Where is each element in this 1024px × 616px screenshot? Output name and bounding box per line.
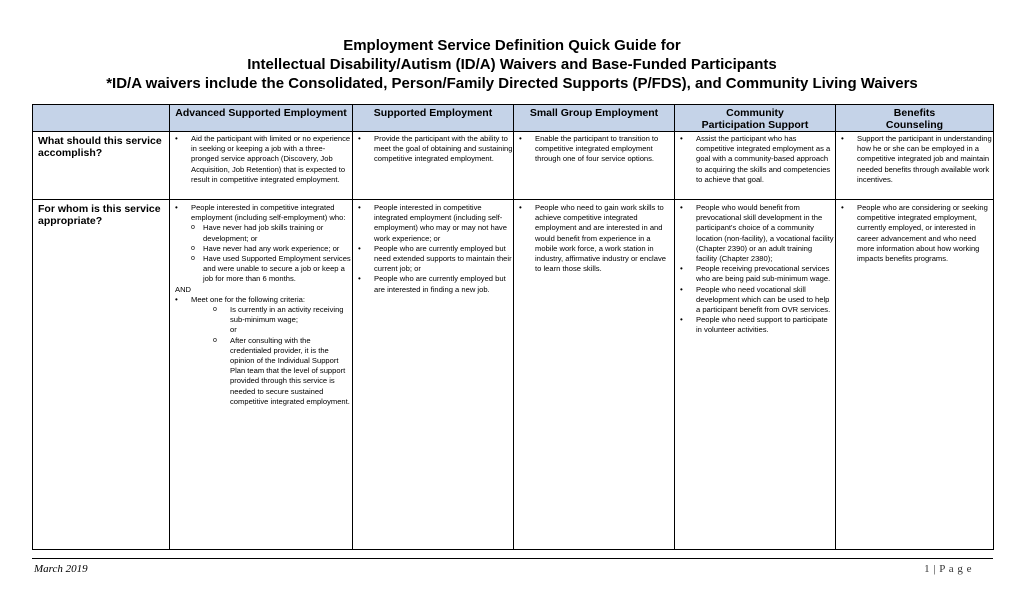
header-small-group-employment: Small Group Employment bbox=[514, 105, 675, 132]
list-item: • Assist the participant who has competitive integrated employment as a goal with a community-based approach to acquiring the skills and competencies to achieve that goal. bbox=[675, 134, 835, 185]
page-number: 1 | P a g e bbox=[924, 563, 972, 575]
sub-list-item: o After consulting with the credentialed provider, it is the opinion of the Individual Support Plan team that the level of support provided through this service is needed to secure sustained competitive integrated employment. bbox=[170, 336, 352, 407]
cell-se-appropriate bbox=[353, 200, 514, 550]
list-item: • People who are considering or seeking competitive integrated employment, currently employed, or interested in career advancement and who need more information about how working impacts benefits programs. bbox=[836, 203, 993, 264]
title-line-1: Employment Service Definition Quick Guide for bbox=[343, 37, 681, 54]
row-label-appropriate: For whom is this service appropriate? bbox=[33, 200, 170, 550]
cell-cps-appropriate bbox=[675, 200, 836, 550]
table-row-accomplish bbox=[33, 132, 994, 200]
list-item: • People who are currently employed but need extended supports to maintain their current job; or bbox=[353, 244, 513, 275]
list-item: • People interested in competitive integrated employment (including self-employment) who may or may not have work experience; or bbox=[353, 203, 513, 244]
list-item: • People interested in competitive integrated employment (including self-employment) who: bbox=[170, 203, 352, 223]
list-item: • People who need to gain work skills to achieve competitive integrated employment and are interested in and would benefit from experience in a mobile work force, a work station in industry, affirmative industry or enclave to learn those skills. bbox=[514, 203, 674, 274]
title-line-2: Intellectual Disability/Autism (ID/A) Waivers and Base-Funded Participants bbox=[247, 56, 777, 73]
list-item: • People who need vocational skill development which can be used to help a participant benefit from OVR services. bbox=[675, 285, 835, 316]
list-item: • Support the participant in understanding how he or she can be employed in a competitive integrated job and maintain needed benefits through available work incentives. bbox=[836, 134, 993, 185]
cell-bc-accomplish bbox=[836, 132, 994, 200]
list-item: • Enable the participant to transition to competitive integrated employment through one of four service options. bbox=[514, 134, 674, 165]
document-title bbox=[0, 36, 1024, 93]
sub-list-item: o Is currently in an activity receiving sub-minimum wage; bbox=[170, 305, 352, 325]
cell-ase-appropriate bbox=[170, 200, 353, 550]
sub-list-item: o Have used Supported Employment services and were unable to secure a job or keep a job for more than 6 months. bbox=[170, 254, 352, 285]
sub-list-item: o Have never had any work experience; or bbox=[170, 244, 352, 254]
service-definition-table bbox=[32, 104, 994, 550]
list-item: • Meet one for the following criteria: bbox=[170, 295, 352, 305]
header-community-participation-support: Community Participation Support bbox=[675, 105, 836, 132]
header-advanced-supported-employment: Advanced Supported Employment bbox=[170, 105, 353, 132]
header-benefits-counseling: Benefits Counseling bbox=[836, 105, 994, 132]
footer-divider bbox=[32, 558, 993, 559]
footer-date: March 2019 bbox=[34, 563, 88, 575]
header-empty bbox=[33, 105, 170, 132]
list-item: • People who need support to participate in volunteer activities. bbox=[675, 315, 835, 335]
list-item: • Aid the participant with limited or no experience in seeking or keeping a job with a three-pronged service approach (Discovery, Job Acquisition, Job Retention) that is expected to result in competitive integrated employment. bbox=[170, 134, 352, 185]
list-item: • People who are currently employed but are interested in finding a new job. bbox=[353, 274, 513, 294]
or-label: or bbox=[230, 325, 237, 335]
list-item: • Provide the participant with the ability to meet the goal of obtaining and sustaining competitive integrated employment. bbox=[353, 134, 513, 165]
table-row-appropriate bbox=[33, 200, 994, 550]
cell-se-accomplish bbox=[353, 132, 514, 200]
list-item: • People receiving prevocational services who are being paid sub-minimum wage. bbox=[675, 264, 835, 284]
title-line-3: *ID/A waivers include the Consolidated, Person/Family Directed Supports (P/FDS), and Community Living Waivers bbox=[106, 75, 918, 92]
sub-list-item: o Have never had job skills training or development; or bbox=[170, 223, 352, 243]
cell-cps-accomplish bbox=[675, 132, 836, 200]
cell-ase-accomplish bbox=[170, 132, 353, 200]
cell-bc-appropriate bbox=[836, 200, 994, 550]
row-label-accomplish: What should this service accomplish? bbox=[33, 132, 170, 200]
list-item: • People who would benefit from prevocational skill development in the participant's choice of a community location (non-facility), a vocational facility (Chapter 2390) or an adult training facility (Chapter 2380); bbox=[675, 203, 835, 264]
cell-sge-accomplish bbox=[514, 132, 675, 200]
header-supported-employment: Supported Employment bbox=[353, 105, 514, 132]
cell-sge-appropriate bbox=[514, 200, 675, 550]
and-label: AND bbox=[175, 284, 192, 294]
table-header-row bbox=[33, 105, 994, 132]
